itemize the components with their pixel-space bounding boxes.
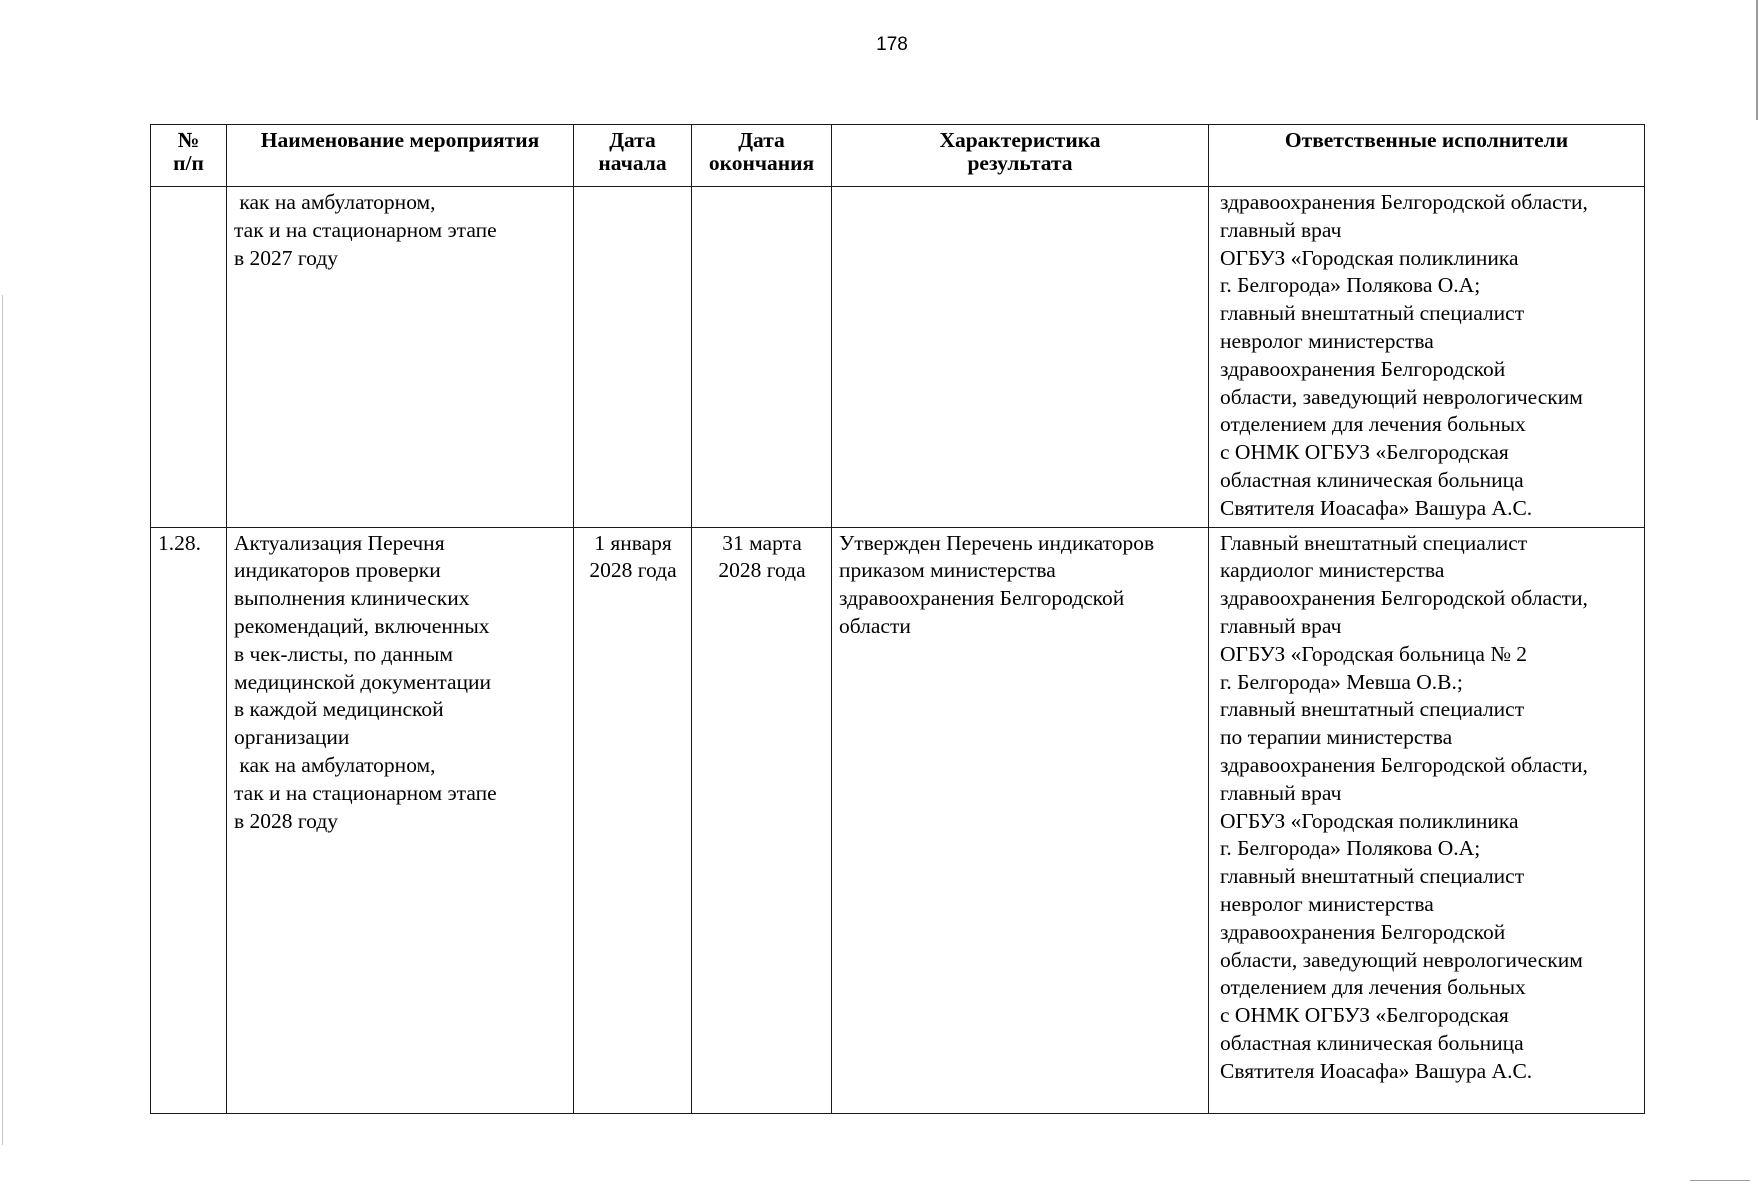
- header-number: [151, 125, 227, 187]
- header-activity-name: [227, 125, 574, 187]
- text-line: невролог министерства: [1220, 891, 1434, 916]
- text-line: ОГБУЗ «Городская больница № 2: [1220, 641, 1527, 666]
- text-line: здравоохранения Белгородской: [839, 586, 1125, 611]
- text-line: индикаторов проверки: [234, 558, 441, 583]
- text-line: приказом министерства: [839, 558, 1056, 583]
- table-row: [151, 527, 1645, 1113]
- text-line: отделением для лечения больных: [1220, 975, 1526, 1000]
- text-line: г. Белгорода» Полякова О.А;: [1220, 273, 1481, 298]
- cell-start-date: [574, 187, 692, 528]
- cell-number: [151, 187, 227, 528]
- cell-start-date: [574, 527, 692, 1113]
- text-line: главный врач: [1220, 780, 1342, 805]
- text-line: отделением для лечения больных: [1220, 412, 1526, 437]
- text-line: невролог министерства: [1220, 328, 1434, 353]
- text-line: здравоохранения Белгородской: [1220, 919, 1506, 944]
- text-line: в 2027 году: [234, 245, 339, 270]
- cell-end-date: [692, 527, 832, 1113]
- header-line: начала: [598, 151, 667, 175]
- text-line: ОГБУЗ «Городская поликлиника: [1220, 245, 1519, 270]
- text-line: здравоохранения Белгородской области,: [1220, 586, 1588, 611]
- cell-result: [832, 527, 1209, 1113]
- text-line: 2028 года: [589, 558, 677, 583]
- text-line: Святителя Иоасафа» Вашура А.С.: [1220, 1058, 1533, 1083]
- text-line: так и на стационарном этапе: [234, 217, 497, 242]
- text-line: кардиолог министерства: [1220, 558, 1445, 583]
- text-line: так и на стационарном этапе: [234, 780, 497, 805]
- table-row: [151, 187, 1645, 528]
- header-line: Характеристика: [939, 128, 1101, 152]
- text-line: в 2028 году: [234, 808, 339, 833]
- text-line: рекомендаций, включенных: [234, 613, 490, 638]
- text-line: Утвержден Перечень индикаторов: [839, 530, 1155, 555]
- text-line: 2028 года: [718, 558, 806, 583]
- text-line: области, заведующий неврологическим: [1220, 384, 1583, 409]
- text-line: здравоохранения Белгородской: [1220, 356, 1506, 381]
- header-end-date: [692, 125, 832, 187]
- text-line: организации: [234, 725, 350, 750]
- header-line: Ответственные исполнители: [1284, 128, 1569, 152]
- text-line: главный врач: [1220, 217, 1342, 242]
- text-line: 31 марта: [722, 530, 802, 555]
- cell-responsible: [1209, 187, 1645, 528]
- text-line: Главный внештатный специалист: [1220, 530, 1528, 555]
- text-line: как на амбулаторном,: [234, 752, 436, 777]
- text-line: области: [839, 613, 911, 638]
- header-responsible: [1209, 125, 1645, 187]
- scan-edge-mark: [1690, 1180, 1750, 1181]
- header-line: Наименование мероприятия: [260, 128, 540, 152]
- text-line: выполнения клинических: [234, 586, 470, 611]
- text-line: областная клиническая больница: [1220, 1030, 1524, 1055]
- table-header-row: [151, 125, 1645, 187]
- header-line: №: [177, 128, 200, 152]
- header-line: окончания: [708, 151, 815, 175]
- text-line: в каждой медицинской: [234, 697, 444, 722]
- text-line: с ОНМК ОГБУЗ «Белгородская: [1220, 440, 1509, 465]
- cell-number: 1.28.: [151, 527, 227, 1113]
- header-line: Дата: [609, 128, 656, 152]
- text-line: Актуализация Перечня: [234, 530, 445, 555]
- header-line: Дата: [738, 128, 785, 152]
- page-number: 178: [876, 34, 908, 55]
- text-line: Святителя Иоасафа» Вашура А.С.: [1220, 495, 1533, 520]
- cell-activity-name: [227, 527, 574, 1113]
- text-line: медицинской документации: [234, 669, 492, 694]
- activities-table: [150, 124, 1645, 1114]
- text-line: здравоохранения Белгородской области,: [1220, 190, 1588, 214]
- cell-end-date: [692, 187, 832, 528]
- scan-edge-mark: [1756, 0, 1758, 120]
- text-line: главный врач: [1220, 613, 1342, 638]
- text-line: главный внештатный специалист: [1220, 864, 1525, 889]
- text-line: с ОНМК ОГБУЗ «Белгородская: [1220, 1003, 1509, 1028]
- text-line: в чек-листы, по данным: [234, 641, 454, 666]
- text-line: области, заведующий неврологическим: [1220, 947, 1583, 972]
- text-line: г. Белгорода» Мевша О.В.;: [1220, 669, 1463, 694]
- header-line: п/п: [173, 151, 204, 175]
- cell-result: [832, 187, 1209, 528]
- text-line: по терапии министерства: [1220, 725, 1453, 750]
- text-line: главный внештатный специалист: [1220, 301, 1525, 326]
- cell-responsible: [1209, 527, 1645, 1113]
- text-line: 1 января: [594, 530, 672, 555]
- cell-activity-name: [227, 187, 574, 528]
- text-line: здравоохранения Белгородской области,: [1220, 752, 1588, 777]
- text-line: главный внештатный специалист: [1220, 697, 1525, 722]
- scan-edge-line: [2, 295, 3, 1145]
- header-result: [832, 125, 1209, 187]
- text-line: областная клиническая больница: [1220, 467, 1524, 492]
- text-line: г. Белгорода» Полякова О.А;: [1220, 836, 1481, 861]
- header-line: результата: [967, 151, 1073, 175]
- text-line: как на амбулаторном,: [234, 190, 436, 214]
- header-start-date: [574, 125, 692, 187]
- text-line: ОГБУЗ «Городская поликлиника: [1220, 808, 1519, 833]
